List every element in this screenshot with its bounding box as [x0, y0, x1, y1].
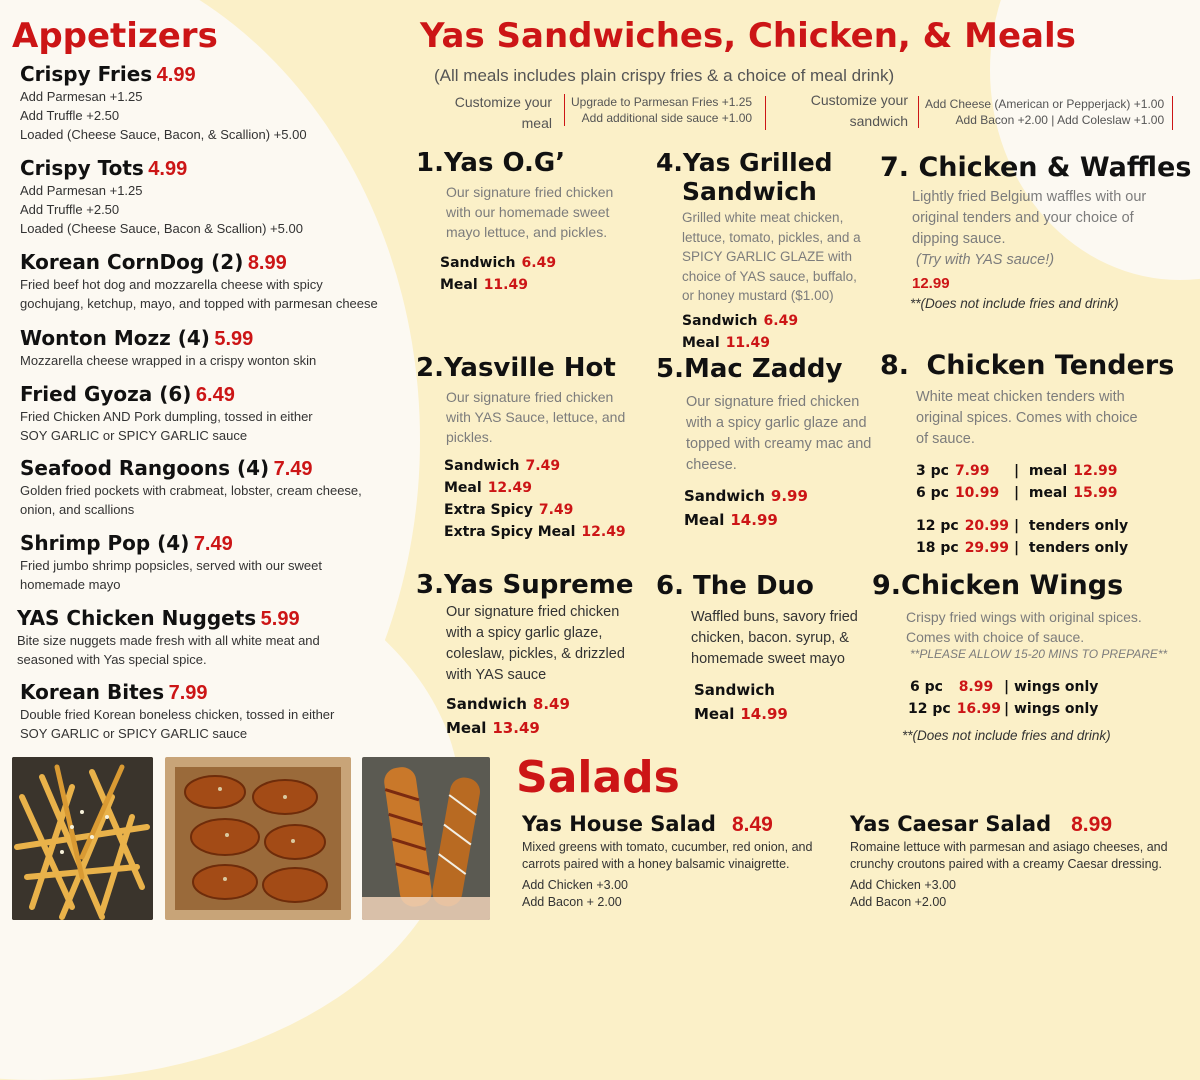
- price-row: [916, 482, 999, 504]
- item-desc: original tenders and your choice of: [912, 210, 1134, 226]
- salad-addon: Add Bacon + 2.00: [522, 895, 622, 909]
- item-name: Wonton Mozz (4): [20, 326, 210, 350]
- item-desc: dipping sauce.: [912, 231, 1006, 247]
- item-name: Mac Zaddy: [683, 354, 843, 384]
- price-row: [916, 515, 1009, 537]
- item-desc: Our signature fried chicken: [446, 389, 614, 405]
- item-name: The Duo: [693, 571, 814, 601]
- item-desc: Waffled buns, savory fried: [691, 609, 858, 625]
- item-desc: Our signature fried chicken: [686, 394, 860, 410]
- separator: |: [1004, 701, 1010, 717]
- item-desc: Comes with choice of sauce.: [906, 629, 1085, 645]
- price-value: 8.49: [532, 695, 570, 713]
- item-name: Chicken Tenders: [926, 350, 1175, 381]
- salads-title: Salads: [516, 752, 680, 803]
- price-value: 6.49: [763, 312, 799, 329]
- price-label: Sandwich: [440, 255, 516, 271]
- item-desc: Romaine lettuce with parmesan and asiago cheeses, and: [850, 840, 1168, 854]
- corndog-photo: [362, 757, 490, 920]
- item-name: Shrimp Pop (4): [20, 531, 190, 555]
- customize-sandwich-label: Customize your: [810, 92, 908, 108]
- price-label: Sandwich: [682, 312, 758, 329]
- sandwich-option: Add Bacon +2.00 | Add Coleslaw +1.00: [955, 113, 1165, 127]
- menu-item-yas-grilled-sandwich: [656, 148, 886, 354]
- fries-photo: [12, 757, 153, 920]
- customize-meal-label-2: meal: [521, 115, 552, 131]
- price-row: [908, 698, 1001, 720]
- item-desc: cheese.: [686, 457, 737, 473]
- item-name: YAS Chicken Nuggets: [17, 606, 257, 630]
- salad-addon: Add Chicken +3.00: [850, 878, 956, 892]
- item-name: Yasville Hot: [443, 353, 616, 383]
- item-number: 1.: [416, 148, 444, 178]
- qty-price: 29.99: [964, 540, 1009, 556]
- option: tenders only: [1028, 540, 1129, 556]
- price-label: Meal: [444, 480, 482, 496]
- price-label: Meal: [684, 511, 725, 529]
- appetizer-item: [20, 680, 420, 743]
- prep-warning: **PLEASE ALLOW 15-20 MINS TO PREPARE**: [910, 647, 1168, 661]
- salad-addon: Add Bacon +2.00: [850, 895, 947, 909]
- item-price: 7.99: [168, 682, 208, 704]
- item-desc: Mixed greens with tomato, cucumber, red onion, and: [522, 840, 813, 854]
- qty-price: 16.99: [956, 701, 1001, 717]
- option: meal: [1028, 485, 1068, 501]
- item-price: 12.99: [912, 275, 950, 292]
- menu-item-chicken-wings: [872, 570, 1192, 661]
- item-desc: Fried Chicken AND Pork dumpling, tossed in either: [20, 409, 313, 424]
- price-label: Extra Spicy Meal: [444, 524, 576, 540]
- price-row-option: [1014, 460, 1118, 482]
- item-price: 4.99: [156, 64, 196, 86]
- appetizer-item: [20, 156, 420, 238]
- item-desc: lettuce, tomato, pickles, and a: [682, 229, 861, 245]
- item-name: Seafood Rangoons (4): [20, 456, 270, 480]
- price-label: Meal: [694, 705, 735, 723]
- price-value: 12.49: [581, 524, 626, 540]
- price-row: [916, 537, 1009, 559]
- option: tenders only: [1028, 518, 1129, 534]
- price-row: [916, 460, 989, 482]
- menu-item-yasville-hot: [416, 353, 646, 543]
- price-label: Sandwich: [446, 695, 527, 713]
- item-desc: with a spicy garlic glaze,: [446, 625, 603, 641]
- option: wings only: [1014, 679, 1099, 695]
- item-desc: Grilled white meat chicken,: [682, 210, 844, 225]
- qty-price: 10.99: [954, 485, 1000, 501]
- option-price: 12.99: [1073, 463, 1118, 479]
- item-desc: with a spicy garlic glaze and: [686, 415, 867, 431]
- item-desc: SPICY GARLIC GLAZE with: [682, 249, 853, 264]
- item-note: **(Does not include fries and drink): [910, 296, 1119, 311]
- wings-note: **(Does not include fries and drink): [902, 728, 1111, 743]
- item-number: 5.: [656, 354, 684, 384]
- qty-price: 8.99: [958, 679, 994, 695]
- item-name: Crispy Tots: [20, 156, 144, 180]
- price-value: 14.99: [740, 705, 788, 723]
- item-name: Yas Caesar Salad: [850, 812, 1052, 836]
- customize-meal-label: Customize your: [454, 94, 552, 110]
- item-desc: carrots paired with a honey balsamic vinaigrette.: [522, 857, 790, 871]
- item-option: Loaded (Cheese Sauce, Bacon & Scallion) +5.00: [20, 221, 303, 236]
- qty-price: 7.99: [954, 463, 990, 479]
- meals-subtitle: (All meals includes plain crispy fries & a choice of meal drink): [434, 66, 895, 85]
- item-desc: topped with creamy mac and: [686, 436, 872, 452]
- item-desc: Fried beef hot dog and mozzarella cheese with spicy: [20, 277, 323, 292]
- item-number: 4.: [656, 148, 683, 177]
- price-label: Sandwich: [444, 458, 520, 474]
- item-desc: homemade mayo: [20, 577, 121, 592]
- item-option: Add Parmesan +1.25: [20, 183, 143, 198]
- qty: 3 pc: [916, 463, 949, 479]
- sandwich-option: Add Cheese (American or Pepperjack) +1.00: [925, 97, 1165, 111]
- price-label: Meal: [446, 719, 487, 737]
- item-desc: onion, and scallions: [20, 502, 135, 517]
- meal-option: Upgrade to Parmesan Fries +1.25: [571, 95, 753, 109]
- item-desc: coleslaw, pickles, & drizzled: [446, 646, 625, 662]
- item-price: 8.99: [1071, 813, 1112, 836]
- item-desc: gochujang, ketchup, mayo, and topped with parmesan cheese: [20, 296, 378, 311]
- option-price: 15.99: [1073, 485, 1118, 501]
- item-desc: Our signature fried chicken: [446, 604, 620, 620]
- divider: [1172, 96, 1173, 130]
- item-option: Add Parmesan +1.25: [20, 89, 143, 104]
- item-desc: Lightly fried Belgium waffles with our: [912, 189, 1147, 205]
- price-label: Sandwich: [684, 487, 765, 505]
- separator: |: [1004, 679, 1010, 695]
- meal-option: Add additional side sauce +1.00: [581, 111, 753, 125]
- item-price: 8.49: [731, 813, 773, 836]
- item-number: 9.: [872, 570, 902, 601]
- price-value: 6.49: [521, 255, 557, 271]
- item-price: 7.49: [273, 458, 313, 480]
- appetizer-item: [20, 456, 420, 519]
- appetizer-item: [20, 250, 420, 313]
- item-price: 5.99: [260, 608, 300, 630]
- menu-item-chicken-waffles: [880, 152, 1190, 311]
- item-desc: with YAS sauce: [446, 667, 547, 683]
- appetizer-item: [20, 382, 420, 445]
- qty: 12 pc: [908, 701, 951, 717]
- separator: |: [1014, 540, 1020, 556]
- price-label: Sandwich: [694, 681, 775, 699]
- item-desc: choice of YAS sauce, buffalo,: [682, 268, 857, 284]
- price-label: Extra Spicy: [444, 502, 533, 518]
- item-desc: Our signature fried chicken: [446, 184, 614, 200]
- item-desc: SOY GARLIC or SPICY GARLIC sauce: [20, 726, 248, 741]
- item-desc: mayo lettuce, and pickles.: [446, 224, 608, 240]
- qty: 6 pc: [910, 679, 943, 695]
- price-value: 7.49: [538, 502, 574, 518]
- item-desc: original spices. Comes with choice: [916, 410, 1138, 426]
- item-name: Yas House Salad: [522, 812, 716, 836]
- price-label: Meal: [440, 277, 478, 293]
- price-value: 14.99: [730, 511, 778, 529]
- price-row-option: [1004, 698, 1098, 720]
- appetizers-title: Appetizers: [12, 16, 218, 56]
- price-value: 9.99: [770, 487, 808, 505]
- price-label: Meal: [682, 334, 720, 351]
- item-name: Chicken Wings: [901, 570, 1124, 601]
- item-desc: pickles.: [446, 429, 493, 445]
- item-desc: with our homemade sweet: [446, 204, 610, 220]
- item-option: Add Truffle +2.50: [20, 108, 120, 123]
- item-name: Korean CornDog (2): [20, 250, 244, 274]
- item-number: 2.: [416, 353, 444, 383]
- gyoza-photo: [165, 757, 351, 920]
- price-row-option: [1014, 537, 1128, 559]
- item-number: 6.: [656, 571, 684, 601]
- separator: |: [1014, 518, 1020, 534]
- sandwiches-title: Yas Sandwiches, Chicken, & Meals: [420, 16, 1076, 56]
- price-row: [910, 676, 993, 698]
- item-number: 3.: [416, 570, 444, 600]
- item-desc: Crispy fried wings with original spices.: [906, 609, 1142, 625]
- price-value: 11.49: [483, 277, 528, 293]
- item-price: 4.99: [148, 158, 188, 180]
- item-option: Add Truffle +2.50: [20, 202, 120, 217]
- price-row-option: [1004, 676, 1098, 698]
- menu-item-chicken-tenders: [880, 350, 1190, 450]
- item-tip: (Try with YAS sauce!): [916, 252, 1055, 268]
- item-option: Loaded (Cheese Sauce, Bacon, & Scallion) +5.00: [20, 127, 307, 142]
- item-price: 8.99: [247, 252, 287, 274]
- qty: 18 pc: [916, 540, 959, 556]
- qty: 12 pc: [916, 518, 959, 534]
- item-price: 5.99: [214, 328, 254, 350]
- item-desc: chicken, bacon. syrup, &: [691, 630, 849, 646]
- qty: 6 pc: [916, 485, 949, 501]
- item-desc: homemade sweet mayo: [691, 651, 845, 667]
- item-desc: or honey mustard ($1.00): [682, 288, 834, 303]
- item-name: Crispy Fries: [20, 62, 153, 86]
- appetizer-item: [20, 531, 420, 594]
- price-value: 7.49: [525, 458, 561, 474]
- menu-item-yas-supreme: [416, 570, 656, 740]
- menu-item-mac-zaddy: [656, 354, 886, 532]
- item-number: 8.: [880, 350, 910, 381]
- item-name: Yas Supreme: [443, 570, 634, 600]
- item-name: Yas O.G’: [443, 148, 566, 178]
- item-desc: with YAS Sauce, lettuce, and: [446, 409, 626, 425]
- price-value: 13.49: [492, 719, 540, 737]
- item-name-line-2: Sandwich: [682, 177, 817, 206]
- price-row-option: [1014, 482, 1118, 504]
- item-desc: SOY GARLIC or SPICY GARLIC sauce: [20, 428, 248, 443]
- item-desc: White meat chicken tenders with: [916, 389, 1125, 405]
- customize-sandwich-label-2: sandwich: [849, 113, 908, 129]
- item-name: Korean Bites: [20, 680, 165, 704]
- item-desc: crunchy croutons paired with a creamy Caesar dressing.: [850, 857, 1162, 871]
- item-desc: Double fried Korean boneless chicken, tossed in either: [20, 707, 335, 722]
- item-desc: Fried jumbo shrimp popsicles, served with our sweet: [20, 558, 323, 573]
- option: wings only: [1014, 701, 1099, 717]
- appetizer-item: [20, 62, 420, 144]
- item-name: Fried Gyoza (6): [20, 382, 192, 406]
- item-name: Yas Grilled: [682, 148, 833, 177]
- divider: [765, 96, 766, 130]
- price-value: 11.49: [725, 334, 770, 351]
- salad-caesar: [850, 812, 1190, 911]
- menu-item-yas-og: [416, 148, 646, 296]
- appetizer-item: [17, 606, 417, 669]
- option: meal: [1028, 463, 1068, 479]
- salad-house: [522, 812, 842, 911]
- salad-addon: Add Chicken +3.00: [522, 878, 628, 892]
- price-value: 12.49: [487, 480, 532, 496]
- item-desc: Golden fried pockets with crabmeat, lobster, cream cheese,: [20, 483, 362, 498]
- appetizer-item: [20, 326, 420, 370]
- item-desc: Mozzarella cheese wrapped in a crispy wonton skin: [20, 353, 317, 368]
- separator: |: [1014, 485, 1020, 501]
- qty-price: 20.99: [964, 518, 1009, 534]
- price-row-option: [1014, 515, 1128, 537]
- item-desc: of sauce.: [916, 431, 975, 447]
- item-name: Chicken & Waffles: [918, 152, 1192, 183]
- item-price: 7.49: [193, 533, 233, 555]
- menu-item-the-duo: [656, 571, 886, 726]
- separator: |: [1014, 463, 1020, 479]
- item-desc: Bite size nuggets made fresh with all white meat and: [17, 633, 320, 648]
- item-price: 6.49: [195, 384, 235, 406]
- item-number: 7.: [880, 152, 910, 183]
- item-desc: seasoned with Yas special spice.: [17, 652, 207, 667]
